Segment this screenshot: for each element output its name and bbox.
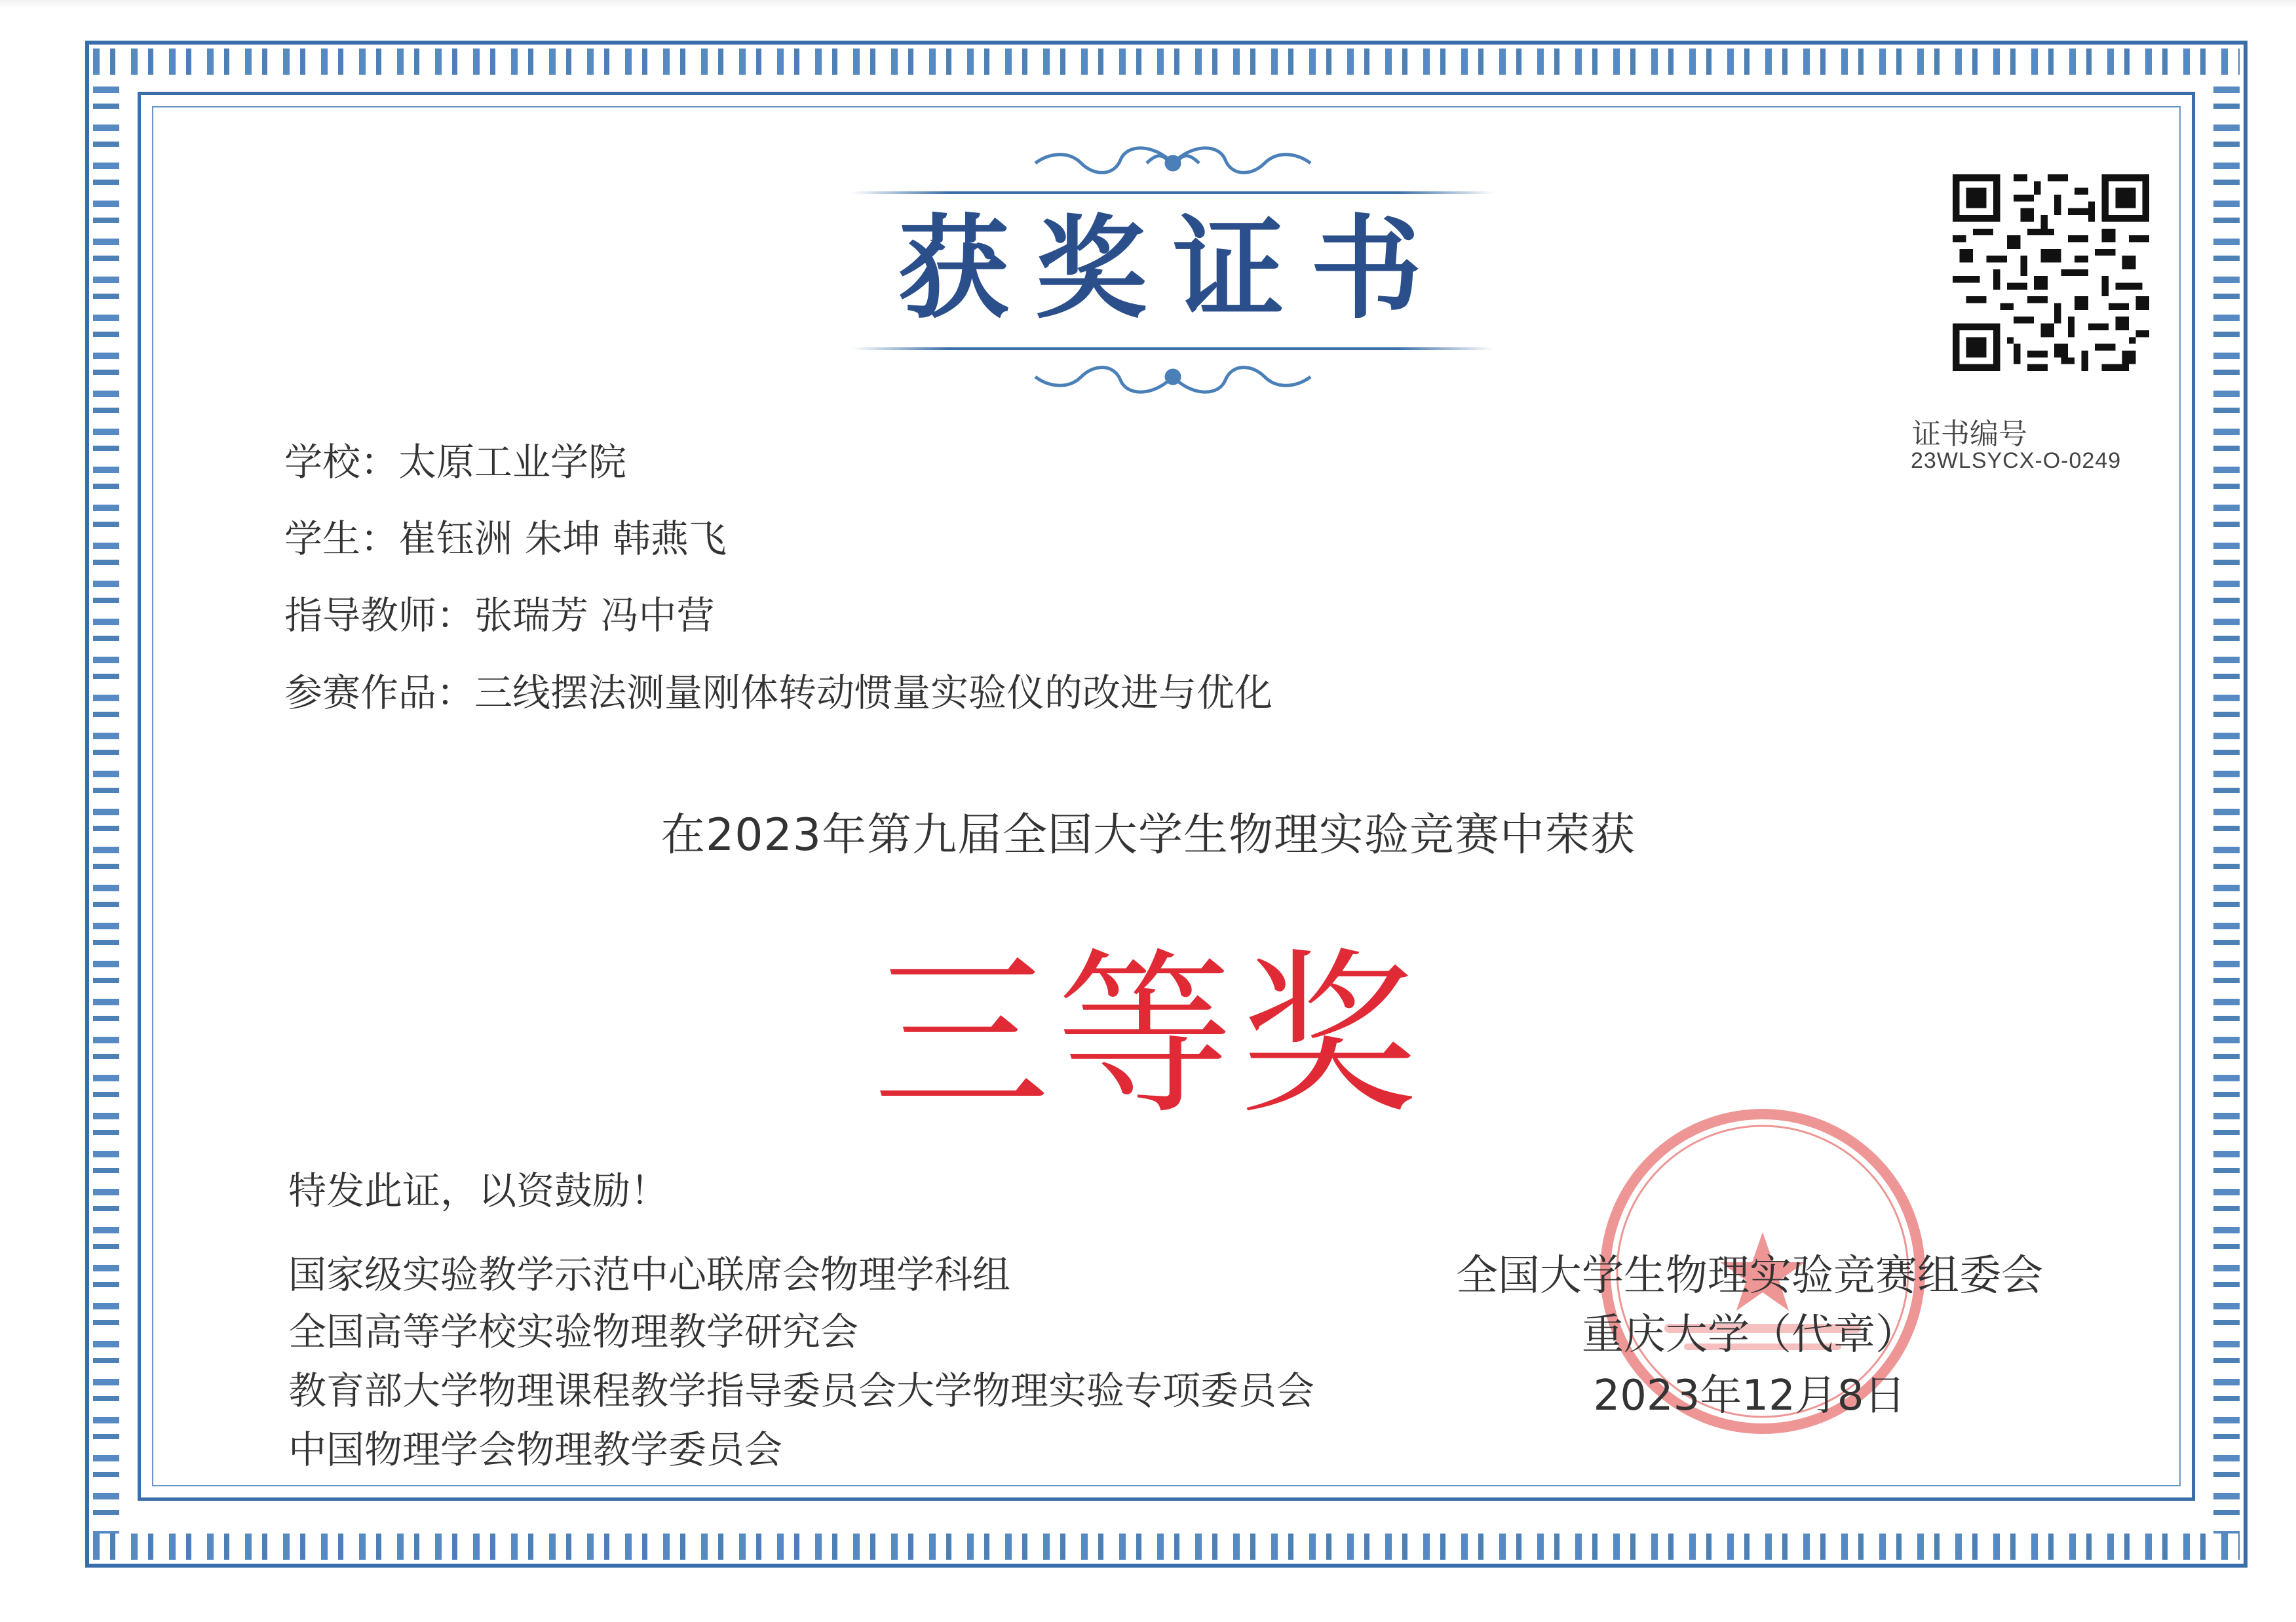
- encouragement-text: 特发此证，以资鼓励！: [288, 1168, 669, 1213]
- advisors-line: [284, 585, 714, 640]
- award-intro: 在2023年第九届全国大学生物理实验竞赛中荣获: [660, 809, 1636, 861]
- advisors-label: 指导教师：: [284, 593, 475, 638]
- seal-issuer: 重庆大学（代章）: [1582, 1311, 1917, 1359]
- work-label: 参赛作品：: [284, 670, 475, 715]
- certificate-number: 23WLSYCX-O-0249: [1911, 448, 2122, 473]
- issue-date: 2023年12月8日: [1593, 1372, 1906, 1420]
- certificate-number-label: 证书编号: [1912, 417, 2027, 451]
- school-value: 太原工业学院: [398, 440, 627, 484]
- work-line: [284, 662, 1272, 717]
- school-line: [284, 431, 626, 486]
- students-label: 学生：: [284, 516, 399, 561]
- advisors-value: 张瑞芳 冯中营: [474, 593, 715, 638]
- organizer-1: 国家级实验教学示范中心联席会物理学科组: [288, 1252, 1011, 1297]
- award-level: 三等奖: [873, 932, 1423, 1138]
- certificate-title: 获奖证书: [897, 203, 1448, 334]
- title-bottom-rule: [852, 347, 1494, 350]
- work-value: 三线摆法测量刚体转动惯量实验仪的改进与优化: [474, 670, 1273, 715]
- organizer-2: 全国高等学校实验物理教学研究会: [288, 1309, 859, 1354]
- students-value: 崔钰洲 朱坤 韩燕飞: [398, 516, 727, 561]
- title-top-rule: [852, 191, 1494, 194]
- organizer-3: 教育部大学物理课程教学指导委员会大学物理实验专项委员会: [288, 1368, 1315, 1413]
- organizer-4: 中国物理学会物理教学委员会: [288, 1427, 783, 1472]
- top-flourish-ornament: [1022, 140, 1324, 186]
- committee-name: 全国大学生物理实验竞赛组委会: [1456, 1252, 2043, 1300]
- qr-code-icon: [1953, 174, 2149, 371]
- bottom-flourish-ornament: [1022, 354, 1324, 400]
- students-line: [284, 508, 727, 563]
- school-label: 学校：: [284, 440, 399, 484]
